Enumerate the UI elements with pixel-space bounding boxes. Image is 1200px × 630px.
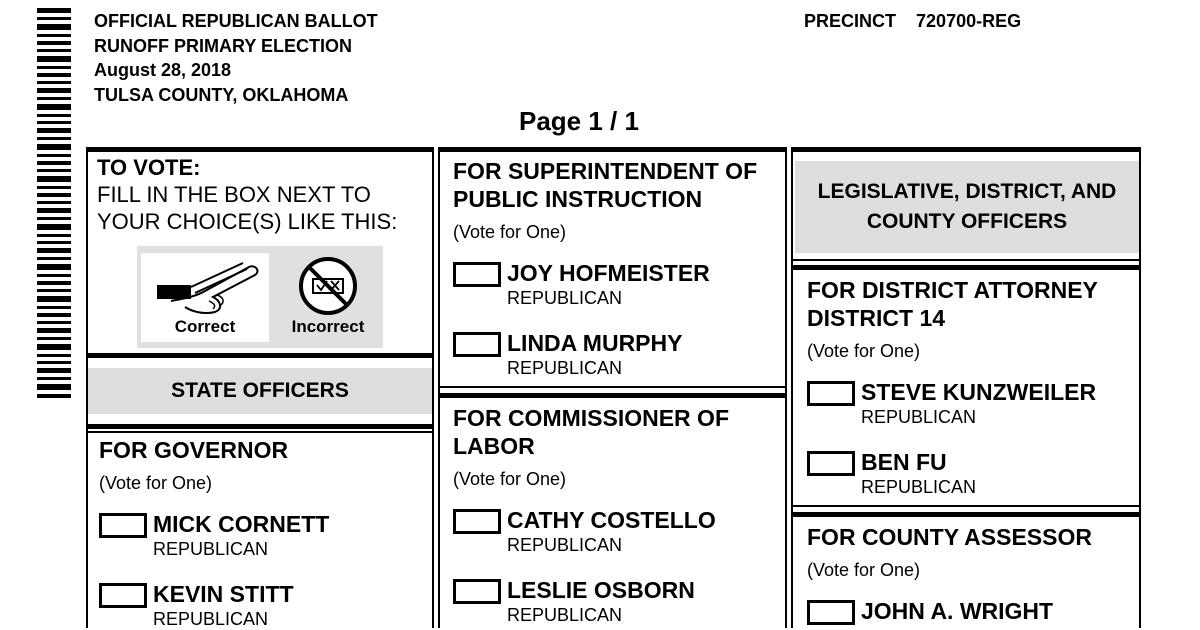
rule	[791, 259, 1141, 261]
rule	[438, 147, 787, 152]
contest-title-governor: FOR GOVERNOR	[99, 437, 289, 463]
candidate-party: REPUBLICAN	[507, 535, 623, 555]
candidate-name: MICK CORNETT	[153, 511, 330, 537]
incorrect-example	[277, 253, 379, 342]
rule	[86, 431, 434, 433]
correct-mark-hand-icon	[151, 257, 263, 317]
ballot-type: OFFICIAL REPUBLICAN BALLOT	[94, 11, 378, 31]
instructions-line-1: FILL IN THE BOX NEXT TO	[97, 182, 371, 207]
rule	[86, 424, 434, 429]
candidate-name: LESLIE OSBORN	[507, 577, 695, 603]
section-header-line: COUNTY OFFICERS	[866, 210, 1068, 233]
election-date: August 28, 2018	[94, 60, 232, 80]
candidate-name: JOY HOFMEISTER	[507, 260, 710, 286]
column-3-left-border	[791, 148, 793, 628]
vote-box-mick-cornett[interactable]	[99, 513, 147, 538]
rule	[86, 147, 434, 152]
page-number: Page 1 / 1	[519, 106, 639, 136]
instructions-line-2: YOUR CHOICE(S) LIKE THIS:	[97, 209, 398, 234]
vote-instruction: (Vote for One)	[807, 560, 921, 580]
vote-box-leslie-osborn[interactable]	[453, 579, 501, 604]
candidate-name: STEVE KUNZWEILER	[861, 379, 1097, 405]
candidate-name: BEN FU	[861, 449, 947, 475]
section-header-state-officers: STATE OFFICERS	[88, 368, 432, 414]
title-line: PUBLIC INSTRUCTION	[453, 186, 703, 212]
rule	[438, 393, 787, 398]
contest-title-labor	[453, 404, 729, 460]
column-2-right-border	[785, 148, 787, 628]
correct-label: Correct	[174, 317, 236, 336]
candidate-party: REPUBLICAN	[153, 609, 269, 629]
column-3-right-border	[1139, 148, 1141, 628]
candidate-party: REPUBLICAN	[507, 605, 623, 625]
vote-box-linda-murphy[interactable]	[453, 332, 501, 357]
vote-instruction: (Vote for One)	[453, 222, 567, 242]
title-line: FOR DISTRICT ATTORNEY	[807, 277, 1098, 303]
precinct	[804, 9, 1021, 34]
vote-box-ben-fu[interactable]	[807, 451, 855, 476]
vote-box-john-a-wright[interactable]	[807, 600, 855, 625]
rule	[438, 386, 787, 388]
ballot-header	[94, 9, 378, 107]
contest-title-superintendent	[453, 157, 757, 213]
candidate-party: REPUBLICAN	[153, 539, 269, 559]
vote-instruction: (Vote for One)	[807, 341, 921, 361]
precinct-label: PRECINCT	[804, 11, 897, 31]
candidate-party: REPUBLICAN	[861, 477, 977, 497]
candidate-name: LINDA MURPHY	[507, 330, 683, 356]
title-line: FOR COMMISSIONER OF	[453, 405, 729, 431]
title-line: FOR SUPERINTENDENT OF	[453, 158, 758, 184]
contest-title-district-attorney	[807, 276, 1098, 332]
vote-instruction: (Vote for One)	[99, 473, 213, 493]
contest-title-county-assessor: FOR COUNTY ASSESSOR	[807, 524, 1092, 550]
title-line: LABOR	[453, 433, 535, 459]
vote-box-cathy-costello[interactable]	[453, 509, 501, 534]
candidate-name: JOHN A. WRIGHT	[861, 598, 1054, 624]
candidate-name: KEVIN STITT	[153, 581, 294, 607]
rule	[791, 265, 1141, 270]
vote-box-joy-hofmeister[interactable]	[453, 262, 501, 287]
incorrect-prohibited-icon	[296, 256, 360, 316]
correct-example	[141, 253, 269, 342]
candidate-name: CATHY COSTELLO	[507, 507, 716, 533]
vote-instruction: (Vote for One)	[453, 469, 567, 489]
column-1-right-border	[432, 148, 434, 628]
section-header-line: LEGISLATIVE, DISTRICT, AND	[817, 180, 1117, 203]
rule	[86, 353, 434, 358]
vote-box-kevin-stitt[interactable]	[99, 583, 147, 608]
example-panel	[137, 246, 383, 348]
vote-box-steve-kunzweiler[interactable]	[807, 381, 855, 406]
candidate-party: REPUBLICAN	[861, 407, 977, 427]
instructions-heading: TO VOTE:	[97, 155, 201, 180]
rule	[791, 512, 1141, 517]
precinct-value: 720700-REG	[916, 11, 1022, 31]
candidate-party: REPUBLICAN	[507, 288, 623, 308]
rule	[791, 505, 1141, 507]
jurisdiction: TULSA COUNTY, OKLAHOMA	[94, 84, 349, 105]
ballot-barcode	[37, 8, 71, 400]
column-2-left-border	[438, 148, 440, 628]
rule	[791, 147, 1141, 152]
title-line: DISTRICT 14	[807, 305, 946, 331]
incorrect-label: Incorrect	[291, 317, 365, 336]
section-header-legislative-district-county	[795, 161, 1139, 253]
voting-instructions	[97, 154, 397, 235]
candidate-party: REPUBLICAN	[507, 358, 623, 378]
election-name: RUNOFF PRIMARY ELECTION	[94, 35, 353, 56]
